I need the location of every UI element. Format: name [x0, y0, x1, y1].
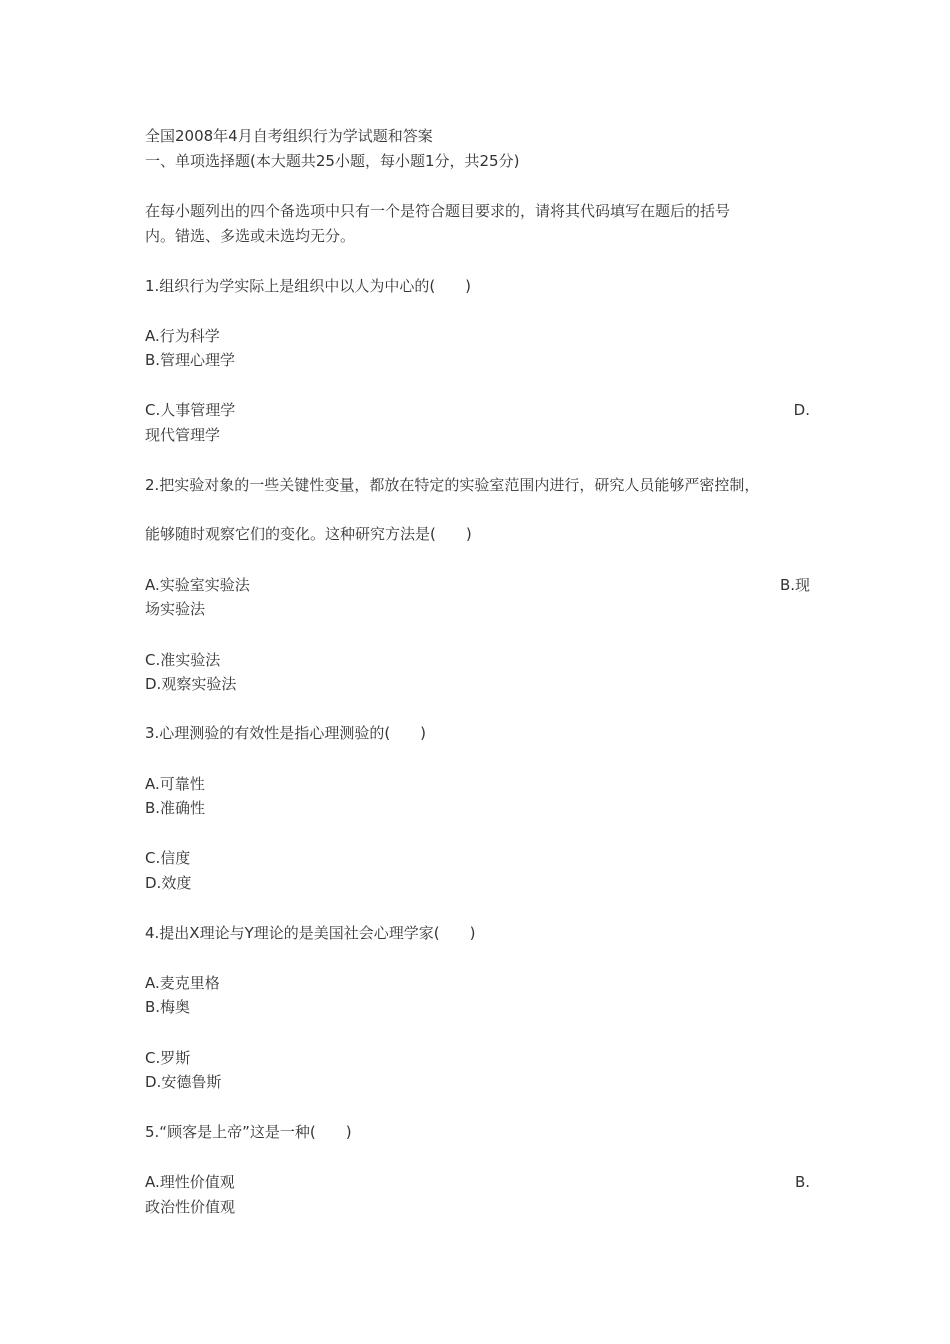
instructions-line-1: 在每小题列出的四个备选项中只有一个是符合题目要求的，请将其代码填写在题后的括号	[145, 202, 731, 220]
section-heading: 一、单项选择题(本大题共25小题，每小题1分，共25分)	[145, 152, 520, 170]
question-2-option-row-ab	[145, 575, 810, 595]
question-2-stem-line-1: 2.把实验对象的一些关键性变量，都放在特定的实验室范围内进行，研究人员能够严密控制，	[145, 476, 760, 494]
question-1-option-a: A.行为科学	[145, 327, 220, 345]
question-4-option-a: A.麦克里格	[145, 974, 220, 992]
question-2-option-b-head: B.现	[779, 576, 810, 594]
question-5-option-row-ab	[145, 1172, 810, 1192]
question-4-option-b: B.梅奥	[145, 998, 191, 1016]
question-3-option-a: A.可靠性	[145, 775, 205, 793]
question-5-option-a: A.理性价值观	[145, 1173, 235, 1191]
question-2-option-d: D.观察实验法	[145, 675, 237, 693]
question-4-option-d: D.安德鲁斯	[145, 1073, 222, 1091]
question-1-option-d-text: 现代管理学	[145, 426, 221, 444]
question-2-option-a: A.实验室实验法	[145, 576, 250, 594]
document-title: 全国2008年4月自考组织行为学试题和答案	[145, 127, 433, 145]
question-3-option-d: D.效度	[145, 874, 192, 892]
question-5-stem: 5.“顾客是上帝”这是一种( )	[145, 1123, 352, 1141]
document-page	[145, 0, 810, 1344]
question-3-option-b: B.准确性	[145, 799, 206, 817]
question-1-stem: 1.组织行为学实际上是组织中以人为中心的( )	[145, 277, 472, 295]
question-2-option-b-tail: 场实验法	[145, 600, 206, 618]
instructions-line-2: 内。错选、多选或未选均无分。	[145, 227, 356, 245]
question-1-option-d-label: D.	[793, 401, 810, 419]
question-1-option-c: C.人事管理学	[145, 401, 236, 419]
question-5-option-b-text: 政治性价值观	[145, 1198, 236, 1216]
question-1-option-b: B.管理心理学	[145, 351, 236, 369]
question-4-option-c: C.罗斯	[145, 1049, 191, 1067]
question-2-stem-line-2: 能够随时观察它们的变化。这种研究方法是( )	[145, 525, 472, 543]
question-3-stem: 3.心理测验的有效性是指心理测验的( )	[145, 724, 427, 742]
question-4-stem: 4.提出X理论与Y理论的是美国社会心理学家( )	[145, 924, 476, 942]
question-1-option-row-cd	[145, 400, 810, 420]
question-2-option-c: C.准实验法	[145, 651, 221, 669]
question-5-option-b-label: B.	[794, 1173, 810, 1191]
question-3-option-c: C.信度	[145, 849, 191, 867]
